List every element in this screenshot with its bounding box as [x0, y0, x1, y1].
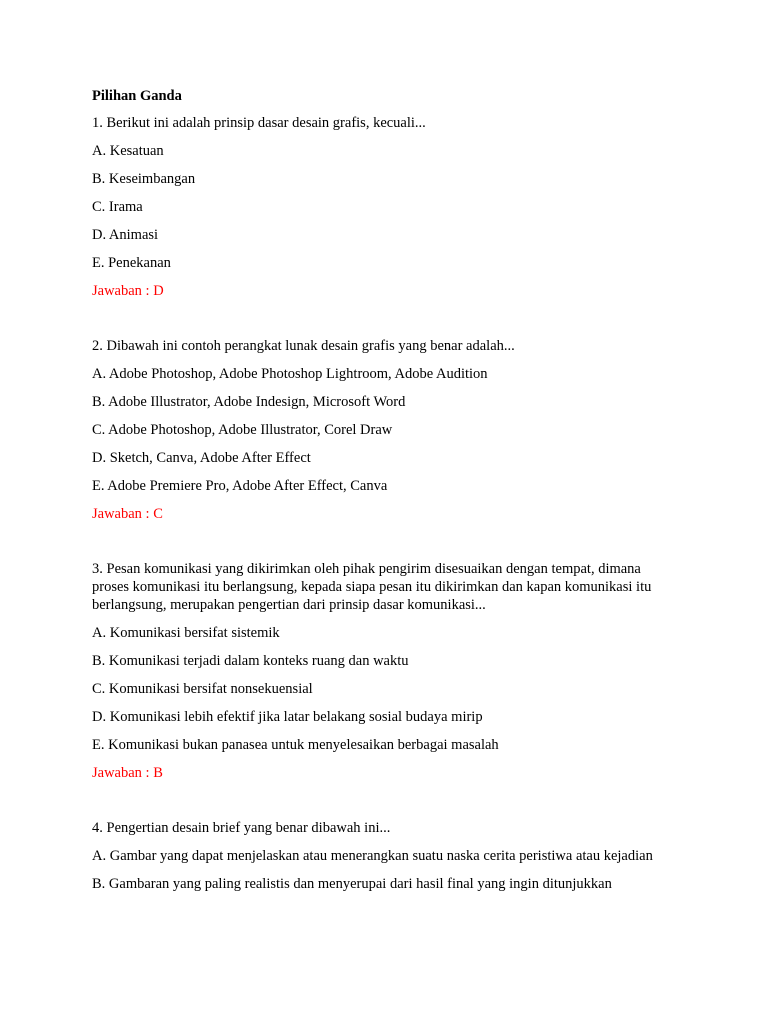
option-c: C. Adobe Photoshop, Adobe Illustrator, Corel Draw	[92, 422, 393, 438]
question-text: 1. Berikut ini adalah prinsip dasar desain grafis, kecuali...	[92, 115, 426, 131]
document-body	[92, 87, 672, 903]
question-block	[92, 114, 672, 300]
option-e: E. Komunikasi bukan panasea untuk menyelesaikan berbagai masalah	[92, 737, 499, 753]
option-d: D. Animasi	[92, 227, 159, 243]
question-block	[92, 337, 672, 523]
section-heading: Pilihan Ganda	[92, 88, 182, 104]
option-a: A. Kesatuan	[92, 143, 164, 159]
option-b: B. Adobe Illustrator, Adobe Indesign, Microsoft Word	[92, 394, 406, 410]
option-d: D. Sketch, Canva, Adobe After Effect	[92, 450, 311, 466]
question-text: 3. Pesan komunikasi yang dikirimkan oleh pihak pengirim disesuaikan dengan tempat, dimana proses komunikasi itu berlangsung, kepada siapa pesan itu dikirimkan dan kapan komunikasi itu berlangsung, merupakan pengertian dari prinsip dasar komunikasi...	[92, 561, 652, 613]
option-b: B. Keseimbangan	[92, 171, 196, 187]
option-a: A. Gambar yang dapat menjelaskan atau menerangkan suatu naska cerita peristiwa atau kejadian	[92, 848, 653, 864]
option-e: E. Adobe Premiere Pro, Adobe After Effect, Canva	[92, 478, 388, 494]
option-c: C. Komunikasi bersifat nonsekuensial	[92, 681, 313, 697]
option-a: A. Adobe Photoshop, Adobe Photoshop Lightroom, Adobe Audition	[92, 366, 488, 382]
question-text: 2. Dibawah ini contoh perangkat lunak desain grafis yang benar adalah...	[92, 338, 515, 354]
option-b: B. Komunikasi terjadi dalam konteks ruang dan waktu	[92, 653, 409, 669]
question-block	[92, 560, 672, 782]
answer-key: Jawaban : C	[92, 506, 163, 522]
question-block	[92, 819, 672, 893]
option-e: E. Penekanan	[92, 255, 171, 271]
option-c: C. Irama	[92, 199, 143, 215]
option-a: A. Komunikasi bersifat sistemik	[92, 625, 280, 641]
option-d: D. Komunikasi lebih efektif jika latar belakang sosial budaya mirip	[92, 709, 483, 725]
question-text: 4. Pengertian desain brief yang benar dibawah ini...	[92, 820, 391, 836]
answer-key: Jawaban : D	[92, 283, 164, 299]
answer-key: Jawaban : B	[92, 765, 163, 781]
option-b: B. Gambaran yang paling realistis dan menyerupai dari hasil final yang ingin ditunjukkan	[92, 876, 612, 892]
